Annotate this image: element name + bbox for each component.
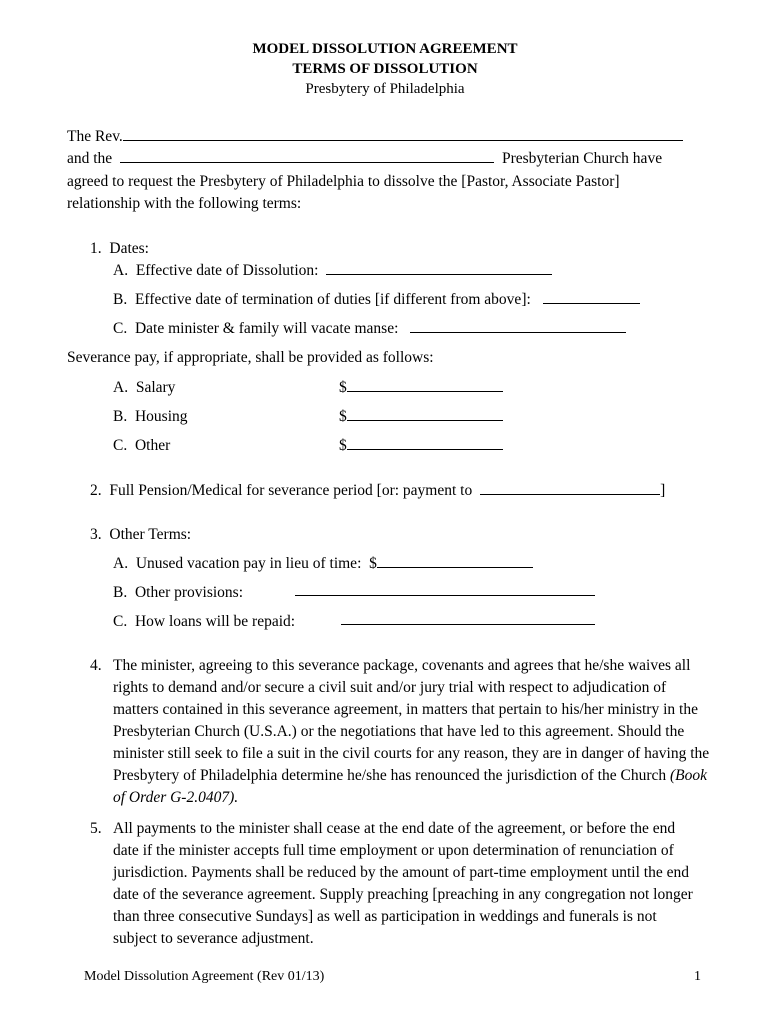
title-line-1: MODEL DISSOLUTION AGREEMENT <box>252 41 518 57</box>
rev-name-field[interactable] <box>123 127 683 141</box>
pension-label: 2. Full Pension/Medical for severance period [or: payment to <box>90 482 473 499</box>
vacation-pay-label: A. Unused vacation pay in lieu of time: $ <box>113 555 377 572</box>
other-provisions-label: B. Other provisions: <box>113 584 244 601</box>
severance-other-label: C. Other <box>113 437 171 454</box>
subtitle: Presbytery of Philadelphia <box>305 81 465 97</box>
date-vacate-field[interactable] <box>410 319 626 333</box>
date-termination-label: B. Effective date of termination of duties [if different from above]: <box>113 291 531 308</box>
item-5-number: 5. <box>90 820 102 837</box>
dollar-sign: $ <box>339 379 347 396</box>
and-the-label: and the <box>67 150 113 167</box>
pension-row <box>90 480 665 502</box>
dollar-sign: $ <box>339 437 347 454</box>
date-dissolution-row <box>113 260 552 282</box>
dates-heading: 1. Dates: <box>90 240 149 257</box>
item-5-paragraph: All payments to the minister shall cease at the end date of the agreement, or before the end date if the minister accepts full time employment or upon determination of renunciation of jurisdiction. Payments shall be reduced by the amount of part-time employment until the end date of the severance agreement. Supply preaching [preaching in any congregation not longer than three consecutive Sundays] as well as participation in weddings and funerals is not subject to severance adjustment. <box>113 820 693 947</box>
other-provisions-field[interactable] <box>295 582 595 596</box>
item-4-text: The minister, agreeing to this severance package, covenants and agrees that he/she waives all rights to demand and/or secure a civil suit and/or jury trial with respect to adjudication of matters contained in this severance agreement, in matters that pertain to his/her ministry in the Presbyterian Church (U.S.A.) or the negotiations that have led to this agreement. Should the minister still seek to file a suit in the civil courts for any reason, they are in danger of having the Presbytery of Philadelphia determine he/she has renounced the jurisdiction of the Church <box>113 657 710 784</box>
date-termination-row <box>113 289 640 311</box>
pension-payee-field[interactable] <box>480 481 660 495</box>
page-number: 1 <box>694 969 701 984</box>
church-line <box>67 148 662 170</box>
pension-close-bracket: ] <box>660 482 666 499</box>
severance-salary-label: A. Salary <box>113 379 176 396</box>
salary-amount-field[interactable] <box>347 378 503 392</box>
date-vacate-row <box>113 318 626 340</box>
severance-salary-amount <box>339 377 503 399</box>
other-amount-field[interactable] <box>347 436 503 450</box>
severance-housing-label: B. Housing <box>113 408 188 425</box>
vacation-pay-row <box>113 553 533 575</box>
dollar-sign: $ <box>339 408 347 425</box>
book-of-order-citation: (Book of Order G-2.0407). <box>113 767 708 806</box>
intro-line-4: relationship with the following terms: <box>67 195 302 212</box>
severance-heading: Severance pay, if appropriate, shall be provided as follows: <box>67 349 434 366</box>
rev-label: The Rev. <box>67 128 123 145</box>
severance-housing-amount <box>339 406 503 428</box>
date-termination-field[interactable] <box>543 290 640 304</box>
date-dissolution-field[interactable] <box>326 261 552 275</box>
other-terms-heading: 3. Other Terms: <box>90 526 192 543</box>
footer-title: Model Dissolution Agreement (Rev 01/13) <box>84 969 325 984</box>
date-dissolution-label: A. Effective date of Dissolution: <box>113 262 319 279</box>
severance-other-amount <box>339 435 503 457</box>
vacation-pay-field[interactable] <box>377 554 533 568</box>
loans-repaid-label: C. How loans will be repaid: <box>113 613 296 630</box>
loans-repaid-field[interactable] <box>341 611 595 625</box>
rev-line <box>67 126 683 148</box>
intro-line-3: agreed to request the Presbytery of Philadelphia to dissolve the [Pastor, Associate Pastor] <box>67 173 620 190</box>
item-4-paragraph <box>113 655 713 809</box>
church-have-label: Presbyterian Church have <box>501 150 663 167</box>
church-name-field[interactable] <box>120 149 494 163</box>
item-4-number: 4. <box>90 657 102 674</box>
title-line-2: TERMS OF DISSOLUTION <box>292 61 478 77</box>
date-vacate-label: C. Date minister & family will vacate manse: <box>113 320 399 337</box>
housing-amount-field[interactable] <box>347 407 503 421</box>
